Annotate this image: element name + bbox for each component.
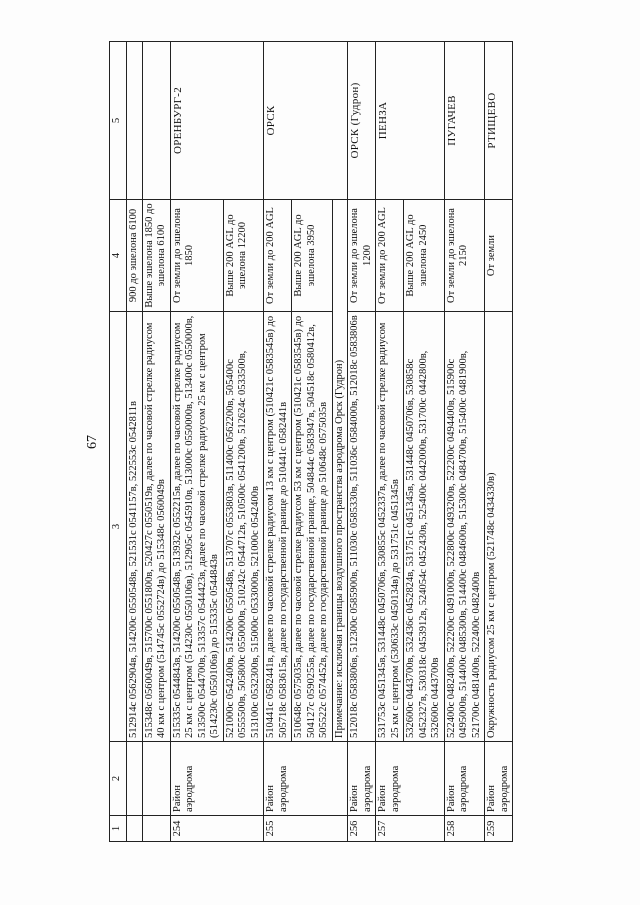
aerodrome <box>142 42 170 200</box>
table-row <box>444 42 485 842</box>
area-type: Район аэродрома <box>376 742 445 816</box>
aerodrome: ОРЕНБУРГ-2 <box>170 42 264 200</box>
area-type: Район аэродрома <box>444 742 485 816</box>
column-header: 3 <box>110 312 127 742</box>
altitude: 900 до эшелона 6100 <box>127 200 143 312</box>
column-header: 5 <box>110 42 127 200</box>
altitude: От земли до эшелона 1850 <box>170 200 223 312</box>
coordinates: Окружность радиусом 25 км с центром (521748с 0434330в) <box>485 312 513 742</box>
column-header: 2 <box>110 742 127 816</box>
altitude: От земли <box>485 200 513 312</box>
table-row <box>264 42 292 842</box>
table-row <box>170 42 223 842</box>
altitude: Выше эшелона 1850 до эшелона 6100 <box>142 200 170 312</box>
aerodrome: ОРСК <box>264 42 348 200</box>
table-row <box>376 42 404 842</box>
coordinates: 510648с 0575035в, далее по часовой стрелке радиусом 53 км с центром (510421с 0583545в) до 504127с 0590255в, далее по государственной границе, 504844с 0583947в, 504518с 0580412в, 505522с 0574452в, далее по государственной границе до 510648с 0575035в <box>292 312 333 742</box>
rotated-content <box>83 42 578 842</box>
row-number: 259 <box>485 816 513 842</box>
coordinates: 515348с 0560049в, 515700с 0551800в, 520427с 0550519в, далее по часовой стрелке радиусом 40 км с центром (514745с 0552724в) до 515348с 0560049в <box>142 312 170 742</box>
coordinates: 515335с 0544843в, 514200с 0550548в, 513932с 0552215в, далее по часовой стрелке радиусом 25 км с центром (514230с 0550106в), 512905с 0545910в, 513000с 0550000в, 513400с 0550000в, 513500с 0544700в, 513357с 0544423в, далее по часовой стрелке радиусом 25 км с центром (514230с 0550106в) до 515335с 0544843в <box>170 312 223 742</box>
aerodrome: ПУГАЧЕВ <box>444 42 485 200</box>
coordinates: 522400с 0482400в, 522200с 0491000в, 522800с 0493200в, 522200с 0494400в, 515900с 0495000в, 514400с 0485300в, 514400с 0484600в, 515300с 0484700в, 515400с 0481900в, 521700с 0481400в, 522400с 0482400в <box>444 312 485 742</box>
aerodrome: ОРСК (Гудрон) <box>348 42 376 200</box>
coordinates: 531753с 0451345в, 531448с 0450706в, 530855с 0452337в, далее по часовой стрелке радиусом 25 км с центром (530633с 0450134в) до 531751с 0451345в <box>376 312 404 742</box>
area-type: Район аэродрома <box>485 742 513 816</box>
table-row <box>127 42 143 842</box>
altitude: От земли до эшелона 2150 <box>444 200 485 312</box>
row-number: 255 <box>264 816 348 842</box>
page-number: 67 <box>85 435 100 449</box>
coordinates: 521000с 0542400в, 514200с 0550548в, 513707с 0553803в, 511400с 0562200в, 505400с 0555500в, 505800с 0550000в, 510242с 0544712в, 510500с 0541200в, 512624с 0533500в, 513100с 0532300в, 515000с 0533000в, 521000с 0542400в <box>223 312 264 742</box>
column-header: 4 <box>110 200 127 312</box>
column-header: 1 <box>110 816 127 842</box>
row-number: 254 <box>170 816 264 842</box>
area-type <box>142 742 170 816</box>
area-type: Район аэродрома <box>170 742 264 816</box>
row-number <box>142 816 170 842</box>
altitude: Выше 200 AGL до эшелона 12200 <box>223 200 264 312</box>
note: Примечание: исключая границы воздушного пространства аэродрома Орск (Гудрон) <box>332 200 348 742</box>
area-type: Район аэродрома <box>264 742 348 816</box>
altitude: От земли до эшелона 1200 <box>348 200 376 312</box>
airspace-table <box>109 41 513 842</box>
row-number <box>127 816 143 842</box>
row-number: 256 <box>348 816 376 842</box>
coordinates: 532600с 0443700в, 532436с 0452824в, 531751с 0451345в, 531448с 0450706в, 530858с 0452327в, 530318с 0453912в, 524054с 0452430в, 525400с 0442000в, 531700с 0442800в, 532600с 0443700в <box>404 312 445 742</box>
table-row <box>142 42 170 842</box>
aerodrome: ПЕНЗА <box>376 42 445 200</box>
aerodrome: РТИЩЕВО <box>485 42 513 200</box>
altitude: От земли до 200 AGL <box>264 200 292 312</box>
aerodrome <box>127 42 143 200</box>
area-type <box>127 742 143 816</box>
altitude: Выше 200 AGL до эшелона 3950 <box>292 200 333 312</box>
table-row <box>485 42 513 842</box>
altitude: Выше 200 AGL до эшелона 2450 <box>404 200 445 312</box>
area-type: Район аэродрома <box>348 742 376 816</box>
row-number: 257 <box>376 816 445 842</box>
row-number: 258 <box>444 816 485 842</box>
coordinates: 512914с 0562904в, 514200с 0550548в, 521531с 0541157в, 522553с 0542811в <box>127 312 143 742</box>
header-row <box>110 42 127 842</box>
coordinates: 512018с 0583806в, 512300с 0585900в, 511030с 0585330в, 511036с 0584000в, 512018с 0583806в <box>348 312 376 742</box>
coordinates: 510441с 0582441в, далее по часовой стрелке радиусом 13 км с центром (510421с 0583545в) до 505718с 0583615в, далее по государственной границе до 510441с 0582441в <box>264 312 292 742</box>
altitude: От земли до 200 AGL <box>376 200 404 312</box>
table-row <box>348 42 376 842</box>
